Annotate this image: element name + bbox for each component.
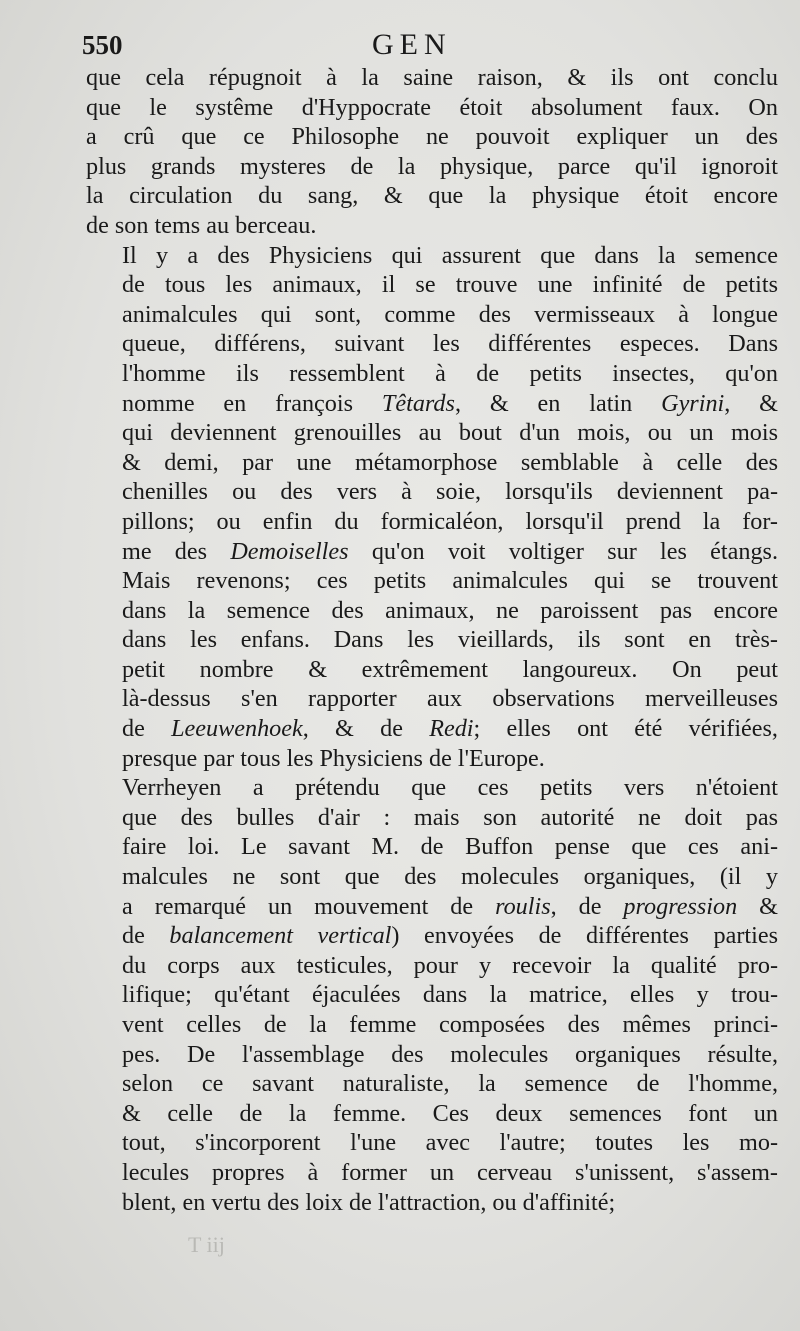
text-line: que le systême d'Hyppocrate étoit absolument faux. On [86,93,778,121]
text-line: Il y a des Physiciens qui assurent que dans la semence [122,241,778,269]
paragraph-1 [86,63,778,241]
text-line: dans les enfans. Dans les vieillards, ils sont en très- [122,626,778,654]
text-line: de son tems au berceau. [86,211,317,239]
text-line: queue, différens, suivant les différentes especes. Dans [122,330,778,358]
signature-mark: T iij [188,1232,225,1257]
text-line: selon ce savant naturaliste, la semence de l'homme, [122,1070,778,1098]
text-line: malcules ne sont que des molecules organiques, (il y [122,863,778,891]
text-line: petit nombre & extrêmement langoureux. On peut [122,655,778,683]
text-line: Verrheyen a prétendu que ces petits vers n'étoient [122,774,778,802]
text-line: vent celles de la femme composées des mêmes princi- [122,1011,778,1038]
text-line: pillons; ou enfin du formicaléon, lorsqu'il prend la for- [122,507,778,535]
text-line: nomme en françois Têtards, & en latin Gyrini, & [122,389,778,417]
text-line: pes. De l'assemblage des molecules organiques résulte, [122,1040,778,1068]
text-line: là-dessus s'en rapporter aux observations merveilleuses [122,685,778,713]
text-line: dans la semence des animaux, ne paroissent pas encore [122,596,778,624]
page-number: 550 [82,30,123,60]
text-line: que des bulles d'air : mais son autorité ne doit pas [122,803,778,831]
body-text [86,63,778,1217]
text-line: lecules propres à former un cerveau s'unissent, s'assem- [122,1158,778,1186]
paragraph-3 [86,773,778,1217]
text-line: l'homme ils ressemblent à de petits insectes, qu'on [122,359,778,387]
text-line: chenilles ou des vers à soie, lorsqu'ils deviennent pa- [122,478,778,506]
text-line: presque par tous les Physiciens de l'Europe. [122,744,545,772]
text-line: plus grands mysteres de la physique, parce qu'il ignoroit [86,152,778,180]
text-line: faire loi. Le savant M. de Buffon pense que ces ani- [122,833,778,861]
running-head: GEN [372,28,452,61]
text-line: de tous les animaux, il se trouve une infinité de petits [122,271,778,299]
paragraph-2 [86,241,778,774]
text-line: qui deviennent grenouilles au bout d'un mois, ou un mois [122,419,778,447]
text-line: du corps aux testicules, pour y recevoir la qualité pro- [122,951,778,979]
text-line: Mais revenons; ces petits animalcules qui se trouvent [122,567,778,595]
text-line: de Leeuwenhoek, & de Redi; elles ont été vérifiées, [122,715,778,743]
text-line: & celle de la femme. Ces deux semences font un [122,1099,778,1127]
text-line: de balancement vertical) envoyées de différentes parties [122,922,778,950]
text-line: lifique; qu'étant éjaculées dans la matrice, elles y trou- [122,981,778,1009]
text-line: & demi, par une métamorphose semblable à celle des [122,448,778,476]
text-line: blent, en vertu des loix de l'attraction, ou d'affinité; [122,1188,616,1216]
page-header [82,28,750,64]
text-line: me des Demoiselles qu'on voit voltiger sur les étangs. [122,537,778,565]
text-line: a remarqué un mouvement de roulis, de progression & [122,892,778,920]
text-line: la circulation du sang, & que la physique étoit encore [86,182,778,210]
text-line: animalcules qui sont, comme des vermisseaux à longue [122,300,778,328]
text-line: tout, s'incorporent l'une avec l'autre; toutes les mo- [122,1129,778,1157]
text-line: que cela répugnoit à la saine raison, & ils ont conclu [86,64,778,91]
text-line: a crû que ce Philosophe ne pouvoit expliquer un des [86,123,778,151]
